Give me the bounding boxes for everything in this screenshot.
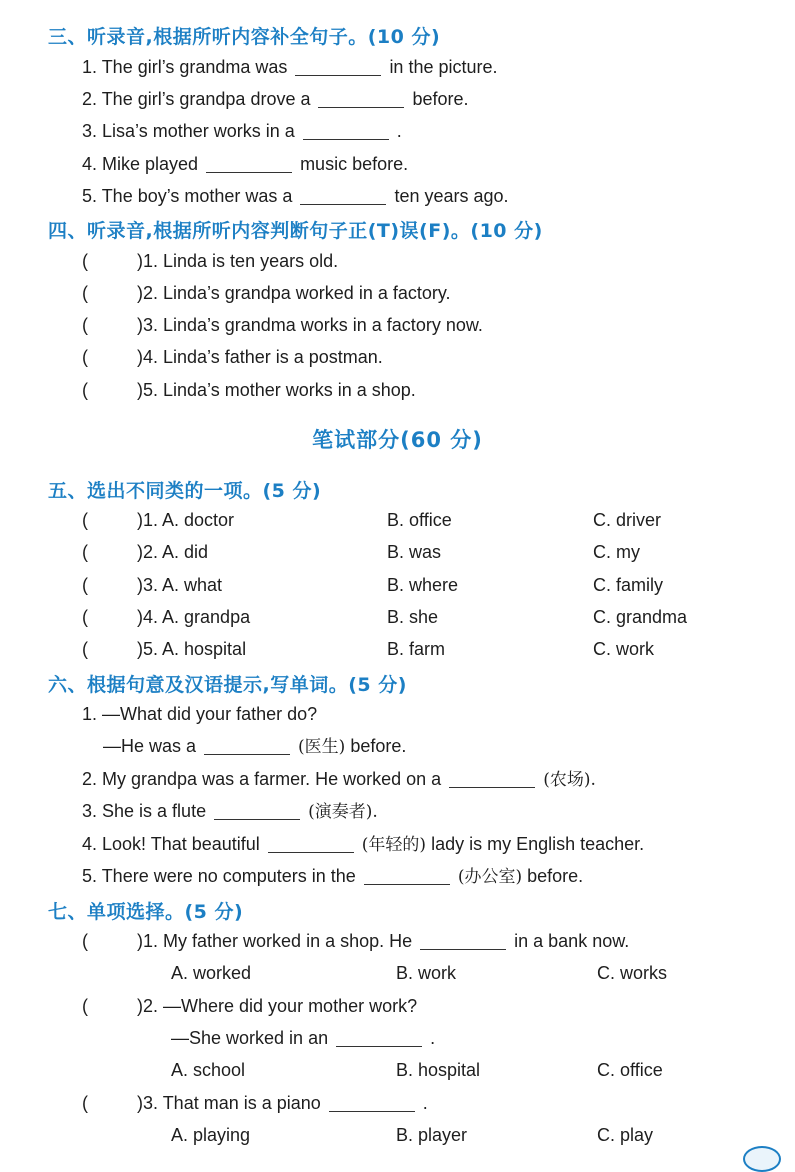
answer-paren-open[interactable]: ( [82, 251, 88, 271]
s5-item-5-b: B. farm [387, 639, 446, 659]
s6-q4: 4. Look! That beautiful (年轻的) lady is my English teacher. [82, 834, 645, 855]
answer-paren-open[interactable]: ( [82, 347, 88, 367]
answer-paren-open[interactable]: ( [82, 283, 88, 303]
section5-title: 五、选出不同类的一项。(5 分) [48, 480, 322, 502]
s5-item-2-c: C. my [593, 542, 640, 562]
s4-item-5: )5. Linda’s mother works in a shop. [137, 380, 416, 400]
section6-title: 六、根据句意及汉语提示,写单词。(5 分) [48, 674, 407, 696]
answer-paren-open[interactable]: ( [82, 510, 88, 530]
s5-item-1-c: C. driver [593, 510, 662, 530]
s3-item-2: 2. The girl’s grandpa drove a before. [82, 89, 469, 109]
s7-q1: )1. My father worked in a shop. He in a bank now. [137, 931, 630, 951]
s7-q1-opt-c: C. works [597, 963, 668, 983]
section3-title: 三、听录音,根据所听内容补全句子。(10 分) [48, 26, 441, 48]
answer-paren-open[interactable]: ( [82, 380, 88, 400]
answer-blank[interactable] [420, 931, 506, 950]
answer-paren-open[interactable]: ( [82, 1093, 88, 1113]
answer-blank[interactable] [206, 154, 292, 173]
s4-item-1: )1. Linda is ten years old. [137, 251, 339, 271]
s7-q2-line1: )2. —Where did your mother work? [137, 996, 418, 1016]
answer-blank[interactable] [318, 89, 404, 108]
s6-q2: 2. My grandpa was a farmer. He worked on a (农场). [82, 769, 596, 790]
s7-q3: )3. That man is a piano . [137, 1093, 428, 1113]
s5-item-1-b: B. office [387, 510, 452, 530]
s5-item-1-a: )1. A. doctor [137, 510, 235, 530]
s5-item-5-c: C. work [593, 639, 655, 659]
s5-item-4-b: B. she [387, 607, 439, 627]
answer-blank[interactable] [204, 736, 290, 755]
s5-item-2-a: )2. A. did [137, 542, 209, 562]
answer-blank[interactable] [300, 186, 386, 205]
section7-title: 七、单项选择。(5 分) [48, 901, 244, 923]
answer-blank[interactable] [329, 1093, 415, 1112]
s7-q3-opt-c: C. play [597, 1125, 654, 1145]
s3-item-5: 5. The boy’s mother was a ten years ago. [82, 186, 509, 206]
answer-blank[interactable] [295, 57, 381, 76]
answer-blank[interactable] [364, 866, 450, 885]
s7-q1-opt-a: A. worked [171, 963, 252, 983]
s3-item-3: 3. Lisa’s mother works in a . [82, 121, 402, 141]
answer-blank[interactable] [214, 801, 300, 820]
s6-q5: 5. There were no computers in the (办公室) before. [82, 866, 584, 887]
answer-blank[interactable] [303, 121, 389, 140]
s7-q2-opt-b: B. hospital [396, 1060, 481, 1080]
answer-paren-open[interactable]: ( [82, 575, 88, 595]
answer-paren-open[interactable]: ( [82, 315, 88, 335]
answer-paren-open[interactable]: ( [82, 996, 88, 1016]
s5-item-2-b: B. was [387, 542, 442, 562]
s3-item-4: 4. Mike played music before. [82, 154, 409, 174]
answer-paren-open[interactable]: ( [82, 931, 88, 951]
answer-paren-open[interactable]: ( [82, 607, 88, 627]
s4-item-4: )4. Linda’s father is a postman. [137, 347, 383, 367]
s5-item-4-a: )4. A. grandpa [137, 607, 251, 627]
s7-q3-opt-b: B. player [396, 1125, 468, 1145]
s3-item-1: 1. The girl’s grandma was in the picture. [82, 57, 498, 77]
answer-blank[interactable] [449, 769, 535, 788]
s5-item-3-b: B. where [387, 575, 459, 595]
s6-q1-line1: 1. —What did your father do? [82, 704, 318, 724]
s6-q3: 3. She is a flute (演奏者). [82, 801, 378, 822]
s6-q1-line2: —He was a (医生) before. [103, 736, 407, 757]
answer-paren-open[interactable]: ( [82, 639, 88, 659]
s7-q2-opt-a: A. school [171, 1060, 246, 1080]
answer-blank[interactable] [268, 834, 354, 853]
written-part-title: 笔试部分(60 分) [312, 428, 483, 452]
s5-item-4-c: C. grandma [593, 607, 688, 627]
page-corner-decoration [743, 1146, 781, 1172]
s4-item-2: )2. Linda’s grandpa worked in a factory. [137, 283, 451, 303]
answer-blank[interactable] [336, 1028, 422, 1047]
section4-title: 四、听录音,根据所听内容判断句子正(T)误(F)。(10 分) [48, 220, 543, 242]
s7-q3-opt-a: A. playing [171, 1125, 251, 1145]
s7-q1-opt-b: B. work [396, 963, 457, 983]
s5-item-3-c: C. family [593, 575, 664, 595]
s4-item-3: )3. Linda’s grandma works in a factory now. [137, 315, 483, 335]
s5-item-3-a: )3. A. what [137, 575, 223, 595]
s7-q2-opt-c: C. office [597, 1060, 663, 1080]
answer-paren-open[interactable]: ( [82, 542, 88, 562]
s7-q2-line2: —She worked in an . [171, 1028, 436, 1048]
s5-item-5-a: )5. A. hospital [137, 639, 247, 659]
